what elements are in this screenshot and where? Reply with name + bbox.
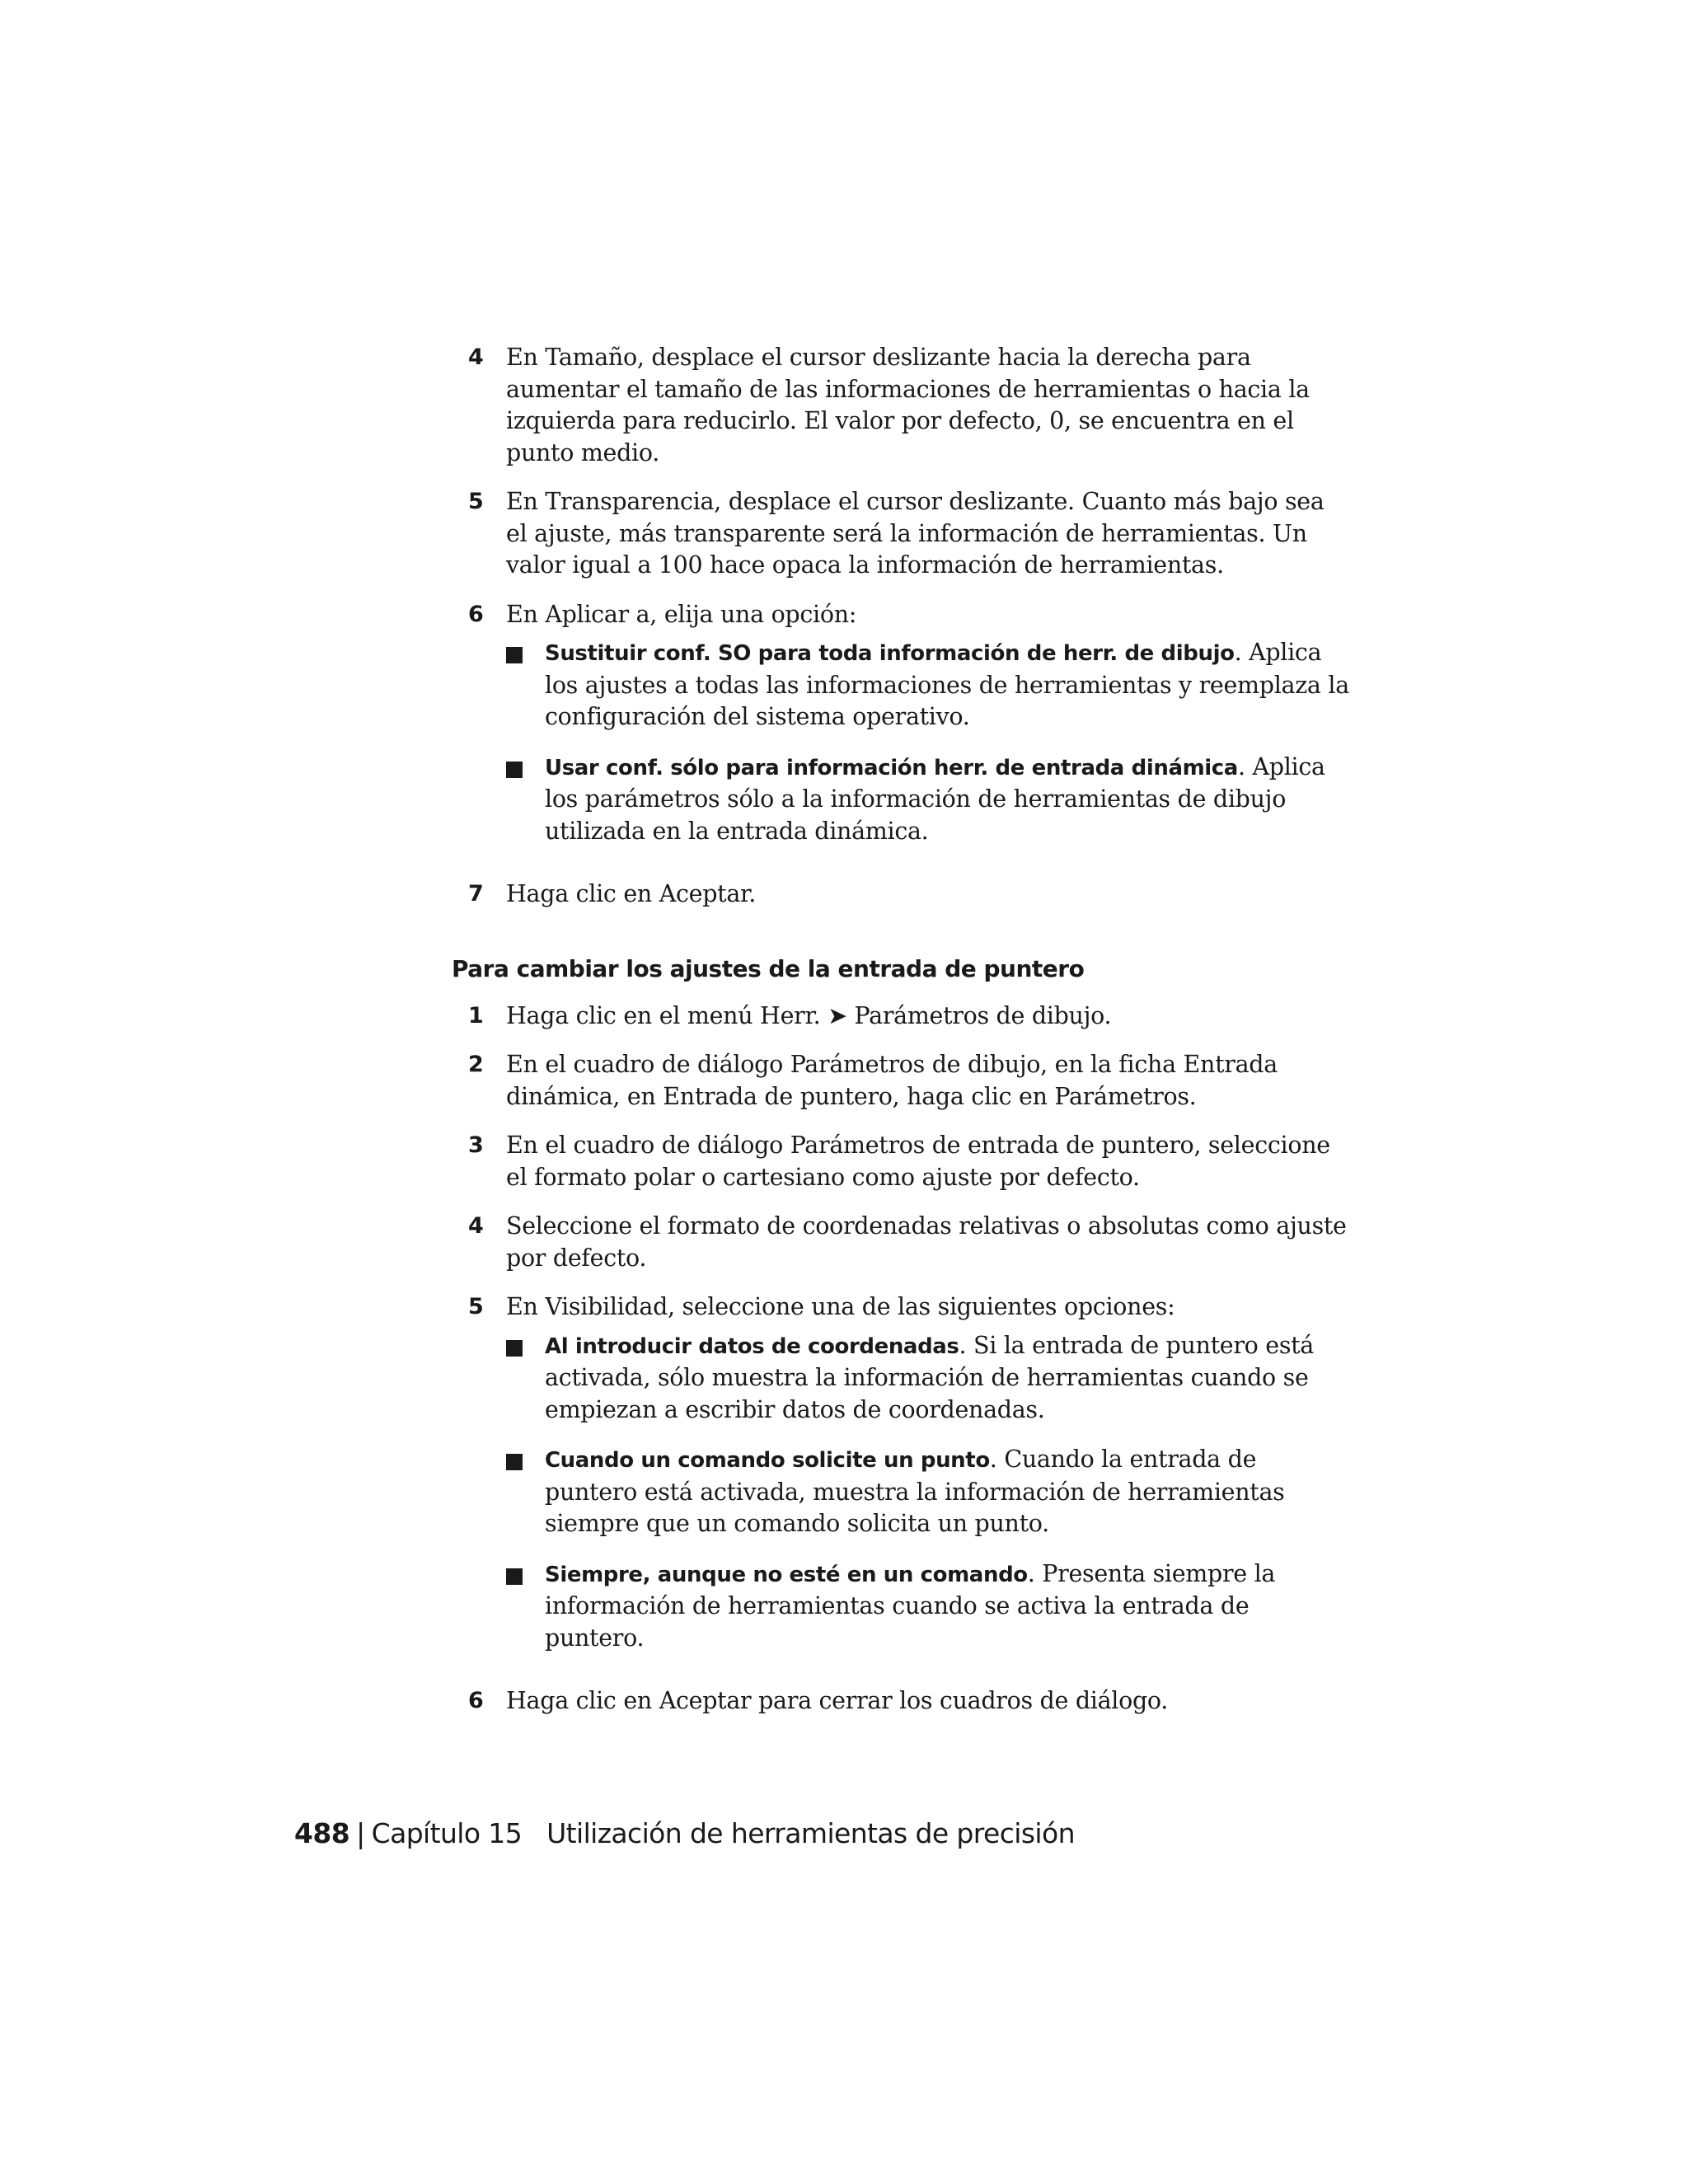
step-text: Haga clic en Aceptar para cerrar los cuadros de diálogo. (506, 1687, 1169, 1714)
step-number: 2 (468, 1052, 484, 1077)
step-number: 4 (468, 1213, 484, 1239)
chapter-label: Capítulo 15 (371, 1817, 523, 1849)
bullet-square-icon (506, 1454, 523, 1470)
bullet-item (506, 637, 1350, 733)
page-content (452, 342, 1350, 1718)
step-text: En Transparencia, desplace el cursor deslizante. Cuanto más bajo sea el ajuste, más transparente será la información de herramientas. Un valor igual a 100 hace opaca la información de herramientas. (506, 488, 1325, 579)
step-item (452, 1130, 1350, 1193)
bullet-text: . Presenta siempre la información de herramientas cuando se activa la entrada de puntero. (545, 1559, 1276, 1652)
step-number: 6 (468, 1688, 484, 1713)
step-item (452, 1211, 1350, 1274)
step-text: Haga clic en el menú Herr. ➤ Parámetros de dibujo. (506, 1001, 1112, 1029)
page-number: 488 (294, 1817, 350, 1849)
step-text: En el cuadro de diálogo Parámetros de dibujo, en la ficha Entrada dinámica, en Entrada de puntero, haga clic en Parámetros. (506, 1051, 1278, 1110)
step-text: Haga clic en Aceptar. (506, 880, 756, 907)
step-number: 5 (468, 489, 484, 514)
section-heading: Para cambiar los ajustes de la entrada de puntero (452, 954, 1085, 982)
step-item (452, 599, 1350, 848)
bullet-title: Sustituir conf. SO para toda información de herr. de dibujo (545, 641, 1235, 666)
step-item (452, 1001, 1350, 1033)
bullet-square-icon (506, 647, 523, 663)
chapter-title: Utilización de herramientas de precisión (546, 1817, 1075, 1849)
bullet-text: . Aplica los parámetros sólo a la información de herramientas de dibujo utilizada en la entrada dinámica. (545, 752, 1325, 845)
step-item (452, 879, 1350, 911)
step-number: 4 (468, 344, 484, 370)
step-item (452, 1685, 1350, 1718)
bullet-title: Al introducir datos de coordenadas (545, 1333, 959, 1359)
step-text: En Aplicar a, elija una opción: (506, 600, 857, 628)
bullet-square-icon (506, 762, 523, 778)
step-text: Seleccione el formato de coordenadas relativas o absolutas como ajuste por defecto. (506, 1212, 1347, 1272)
bullet-item (506, 1558, 1350, 1655)
step-item (452, 342, 1350, 469)
bullet-list (506, 1330, 1350, 1655)
step-number: 1 (468, 1002, 484, 1029)
footer-separator: | (356, 1817, 365, 1849)
bullet-square-icon (506, 1568, 523, 1585)
bullet-title: Usar conf. sólo para información herr. de entrada dinámica (545, 755, 1238, 780)
step-item (452, 486, 1350, 582)
bullet-title: Cuando un comando solicite un punto (545, 1448, 990, 1473)
step-item (452, 1291, 1350, 1654)
step-text: En Tamaño, desplace el cursor deslizante hacia la derecha para aumentar el tamaño de las informaciones de herramientas o hacia la izquierda para reducirlo. El valor por defecto, 0, se encuentra en el punto medio. (506, 344, 1310, 466)
step-number: 3 (468, 1132, 484, 1158)
bullet-text: . Si la entrada de puntero está activada, sólo muestra la información de herramientas cuando se empiezan a escribir datos de coordenadas. (545, 1331, 1315, 1423)
step-number: 7 (468, 881, 484, 907)
bullet-text: . Cuando la entrada de puntero está activada, muestra la información de herramientas siempre que un comando solicita un punto. (545, 1446, 1285, 1537)
bullet-item (506, 1330, 1350, 1427)
bullet-item (506, 752, 1350, 848)
bullet-list (506, 637, 1350, 847)
step-item (452, 1049, 1350, 1113)
bullet-text: . Aplica los ajustes a todas las informaciones de herramientas y reemplaza la configuración del sistema operativo. (545, 639, 1349, 730)
page-footer (294, 1817, 1075, 1850)
bullet-title: Siempre, aunque no esté en un comando (545, 1562, 1028, 1587)
step-number: 5 (468, 1294, 484, 1319)
bullet-square-icon (506, 1340, 523, 1357)
step-text: En Visibilidad, seleccione una de las siguientes opciones: (506, 1293, 1175, 1320)
step-text: En el cuadro de diálogo Parámetros de entrada de puntero, seleccione el formato polar o cartesiano como ajuste por defecto. (506, 1132, 1330, 1191)
step-number: 6 (468, 601, 484, 627)
bullet-item (506, 1444, 1350, 1540)
